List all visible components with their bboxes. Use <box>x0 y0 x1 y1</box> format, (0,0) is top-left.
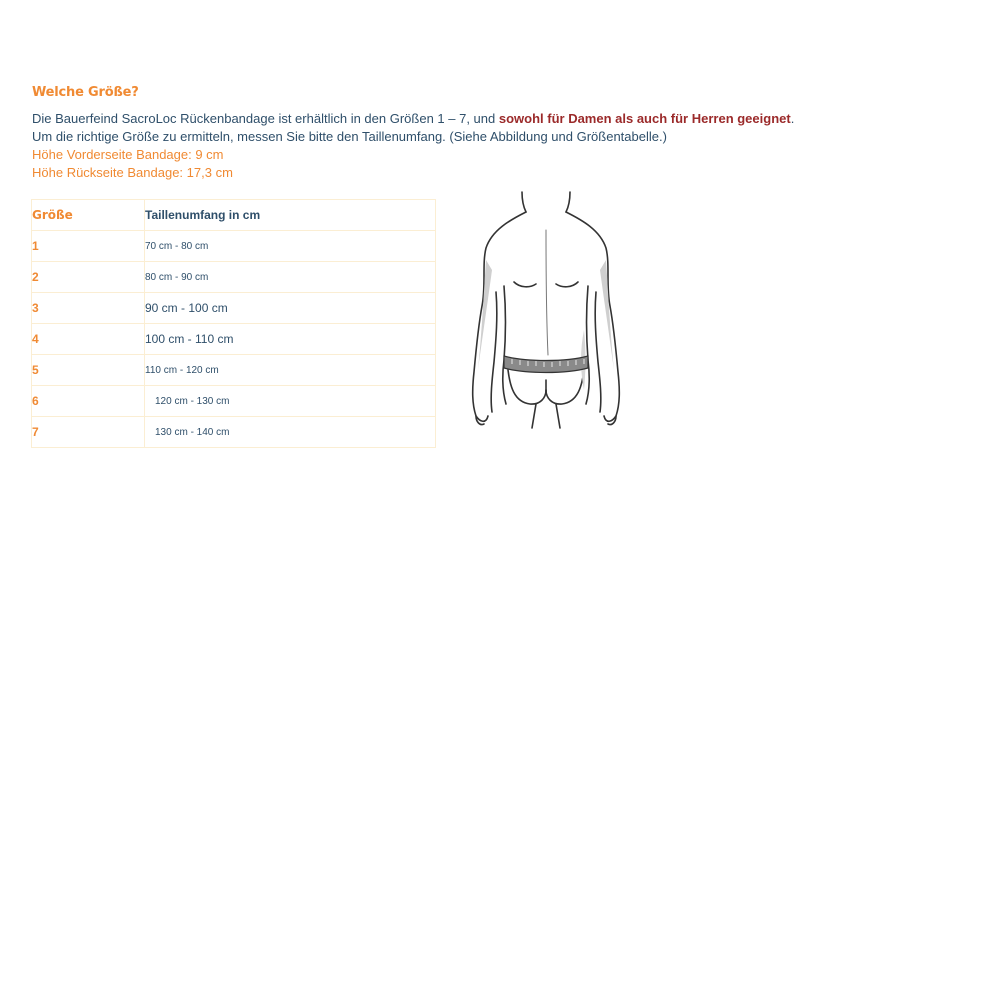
table-row <box>32 324 436 355</box>
intro-line-measure: Um die richtige Größe zu ermitteln, messen Sie bitte den Taillenumfang. (Siehe Abbildung und Größentabelle.) <box>32 129 667 144</box>
size-table <box>31 199 436 448</box>
size-cell: 2 <box>32 262 145 293</box>
waist-measurement-back-figure-icon <box>466 190 626 430</box>
size-cell: 4 <box>32 324 145 355</box>
table-row <box>32 262 436 293</box>
intro-line1-highlight: sowohl für Damen als auch für Herren geeignet <box>498 111 791 126</box>
waist-cell: 110 cm - 120 cm <box>145 355 436 386</box>
size-cell: 6 <box>32 386 145 417</box>
table-row <box>32 386 436 417</box>
size-cell: 5 <box>32 355 145 386</box>
table-row <box>32 231 436 262</box>
size-table-header-row <box>32 200 436 231</box>
size-cell: 7 <box>32 417 145 448</box>
waist-cell: 130 cm - 140 cm <box>145 417 436 448</box>
intro-line1-suffix: . <box>790 111 795 126</box>
section-heading: Welche Größe? <box>32 85 139 100</box>
waist-column-header: Taillenumfang in cm <box>145 200 436 231</box>
table-row <box>32 355 436 386</box>
size-cell: 3 <box>32 293 145 324</box>
waist-cell: 120 cm - 130 cm <box>145 386 436 417</box>
intro-line-availability <box>32 110 794 128</box>
size-cell: 1 <box>32 231 145 262</box>
table-row <box>32 417 436 448</box>
waist-cell: 100 cm - 110 cm <box>145 324 436 355</box>
front-height-text: Höhe Vorderseite Bandage: 9 cm <box>32 147 224 162</box>
waist-measurement-figure <box>466 190 626 430</box>
waist-cell: 90 cm - 100 cm <box>145 293 436 324</box>
waist-cell: 80 cm - 90 cm <box>145 262 436 293</box>
back-height-text: Höhe Rückseite Bandage: 17,3 cm <box>32 165 233 180</box>
table-row <box>32 293 436 324</box>
intro-line1-prefix: Die Bauerfeind SacroLoc Rückenbandage ist erhältlich in den Größen 1 – 7, und <box>32 111 499 126</box>
intro-text <box>32 110 794 182</box>
waist-cell: 70 cm - 80 cm <box>145 231 436 262</box>
size-column-header: Größe <box>32 200 145 231</box>
